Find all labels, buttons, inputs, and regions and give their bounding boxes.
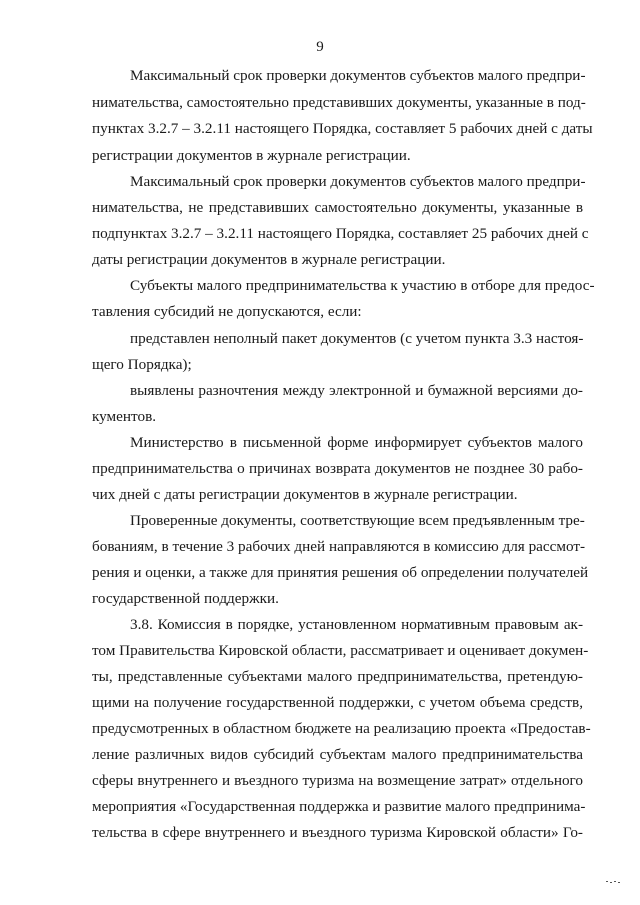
text-line: чих дней с даты регистрации документов в журнале регистрации.	[92, 486, 518, 503]
text-line: пунктах 3.2.7 – 3.2.11 настоящего Порядка, составляет 5 рабочих дней с даты	[92, 120, 593, 137]
text-line: Субъекты малого предпринимательства к участию в отборе для предос-	[130, 277, 595, 294]
text-line: кументов.	[92, 408, 157, 425]
text-line: тавления субсидий не допускаются, если:	[92, 303, 362, 320]
text-line: нимательства, самостоятельно представивших документы, указанные в под-	[92, 94, 586, 111]
text-line: рения и оценки, а также для принятия решения об определении получателей	[92, 564, 589, 581]
text-line: нимательства, не представивших самостоятельно документы, указанные в	[92, 199, 583, 216]
text-line: подпунктах 3.2.7 – 3.2.11 настоящего Порядка, составляет 25 рабочих дней с	[92, 225, 589, 242]
scan-artifact-mark	[606, 880, 620, 884]
text-line: щего Порядка);	[92, 356, 192, 373]
text-line: Максимальный срок проверки документов субъектов малого предпри-	[130, 67, 586, 84]
text-line: щими на получение государственной поддержки, с учетом объема средств,	[92, 694, 583, 711]
text-line: государственной поддержки.	[92, 590, 279, 607]
text-line: 3.8. Комиссия в порядке, установленном нормативным правовым ак-	[130, 616, 583, 633]
text-line: регистрации документов в журнале регистрации.	[92, 147, 411, 164]
text-line: представлен неполный пакет документов (с учетом пункта 3.3 настоя-	[130, 330, 584, 347]
text-line: ты, представленные субъектами малого предпринимательства, претендую-	[92, 668, 583, 685]
text-line: Министерство в письменной форме информирует субъектов малого	[130, 434, 583, 451]
text-line: выявлены разночтения между электронной и бумажной версиями до-	[130, 382, 583, 399]
text-line: предусмотренных в областном бюджете на реализацию проекта «Предостав-	[92, 720, 591, 737]
text-line: бованиям, в течение 3 рабочих дней направляются в комиссию для рассмот-	[92, 538, 586, 555]
text-line: даты регистрации документов в журнале регистрации.	[92, 251, 446, 268]
page-number: 9	[316, 39, 324, 55]
text-line: том Правительства Кировской области, рассматривает и оценивает докумен-	[92, 642, 589, 659]
text-line: сферы внутреннего и въездного туризма на возмещение затрат» отдельного	[92, 772, 583, 789]
text-line: Проверенные документы, соответствующие всем предъявленным тре-	[130, 512, 585, 529]
text-line: тельства в сфере внутреннего и въездного туризма Кировской области» Го-	[92, 824, 583, 841]
text-line: ление различных видов субсидий субъектам малого предпринимательства	[92, 746, 583, 763]
text-line: мероприятия «Государственная поддержка и развитие малого предпринима-	[92, 798, 586, 815]
text-line: Максимальный срок проверки документов субъектов малого предпри-	[130, 173, 586, 190]
text-line: предпринимательства о причинах возврата документов не позднее 30 рабо-	[92, 460, 583, 477]
